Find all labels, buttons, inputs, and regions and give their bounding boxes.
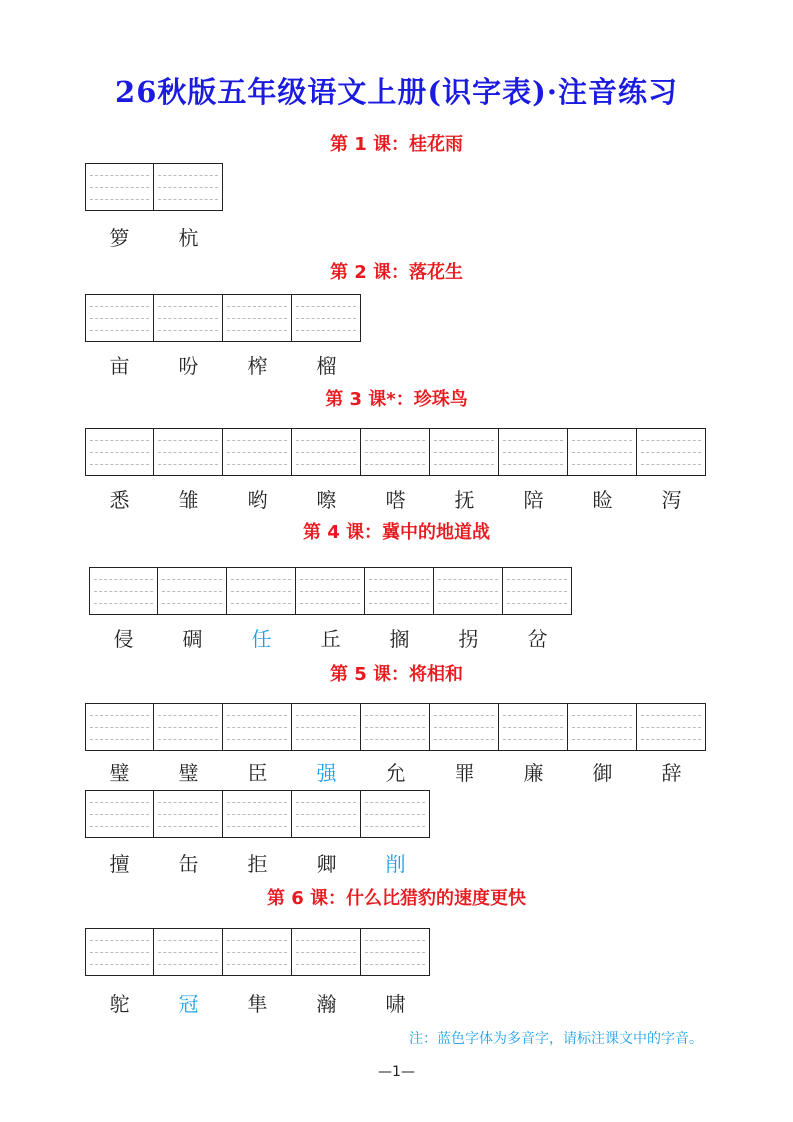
character: 雏 bbox=[178, 488, 199, 512]
guide-line bbox=[296, 727, 356, 728]
guide-line bbox=[365, 715, 425, 716]
character: 榴 bbox=[316, 354, 337, 378]
guide-line bbox=[158, 814, 218, 815]
guide-line bbox=[227, 452, 287, 453]
pinyin-writing-cell[interactable] bbox=[223, 428, 292, 476]
guide-line bbox=[227, 306, 287, 307]
guide-line bbox=[300, 579, 360, 580]
guide-line bbox=[434, 464, 494, 465]
character: 卿 bbox=[316, 852, 337, 876]
guide-line bbox=[641, 739, 701, 740]
character: 璧 bbox=[109, 761, 130, 785]
page-title: 26秋版五年级语文上册(识字表)·注音练习 bbox=[115, 75, 678, 109]
guide-line bbox=[296, 952, 356, 953]
guide-line bbox=[296, 940, 356, 941]
guide-line bbox=[503, 727, 563, 728]
character: 缶 bbox=[178, 852, 199, 876]
guide-line bbox=[227, 826, 287, 827]
guide-line bbox=[572, 452, 632, 453]
pinyin-writing-cell[interactable] bbox=[154, 163, 223, 211]
pinyin-writing-cell[interactable] bbox=[292, 790, 361, 838]
guide-line bbox=[434, 715, 494, 716]
pinyin-writing-cell[interactable] bbox=[430, 428, 499, 476]
guide-line bbox=[641, 440, 701, 441]
guide-line bbox=[158, 199, 218, 200]
character: 哟 bbox=[247, 488, 268, 512]
guide-line bbox=[365, 464, 425, 465]
character: 廉 bbox=[523, 761, 544, 785]
guide-line bbox=[90, 464, 149, 465]
guide-line bbox=[90, 318, 149, 319]
character: 鸵 bbox=[109, 992, 130, 1016]
guide-line bbox=[641, 727, 701, 728]
pinyin-writing-cell[interactable] bbox=[292, 428, 361, 476]
guide-line bbox=[365, 727, 425, 728]
pinyin-writing-cell[interactable] bbox=[434, 567, 503, 615]
guide-line bbox=[227, 964, 287, 965]
guide-line bbox=[90, 952, 149, 953]
guide-line bbox=[90, 814, 149, 815]
guide-line bbox=[90, 199, 149, 200]
guide-line bbox=[158, 175, 218, 176]
guide-line bbox=[434, 440, 494, 441]
character: 侵 bbox=[113, 627, 134, 651]
guide-line bbox=[572, 739, 632, 740]
pinyin-writing-cell[interactable] bbox=[85, 294, 154, 342]
character: 啸 bbox=[385, 992, 406, 1016]
guide-line bbox=[365, 452, 425, 453]
pinyin-writing-cell[interactable] bbox=[503, 567, 572, 615]
character: 拒 bbox=[247, 852, 268, 876]
pinyin-writing-cell[interactable] bbox=[292, 928, 361, 976]
guide-line bbox=[90, 715, 149, 716]
pinyin-writing-cell[interactable] bbox=[637, 703, 706, 751]
character: 允 bbox=[385, 761, 406, 785]
guide-line bbox=[365, 440, 425, 441]
guide-line bbox=[641, 464, 701, 465]
guide-line bbox=[158, 964, 218, 965]
guide-line bbox=[296, 826, 356, 827]
lesson-heading: 第 5 课：将相和 bbox=[329, 664, 464, 685]
guide-line bbox=[365, 814, 425, 815]
guide-line bbox=[90, 964, 149, 965]
pinyin-writing-cell[interactable] bbox=[154, 428, 223, 476]
guide-line bbox=[94, 579, 153, 580]
guide-line bbox=[90, 802, 149, 803]
character: 亩 bbox=[109, 354, 130, 378]
character: 擅 bbox=[109, 852, 130, 876]
pinyin-grid-row bbox=[85, 428, 706, 476]
guide-line bbox=[227, 330, 287, 331]
guide-line bbox=[94, 603, 153, 604]
pinyin-writing-cell[interactable] bbox=[223, 928, 292, 976]
guide-line bbox=[296, 739, 356, 740]
guide-line bbox=[503, 464, 563, 465]
pinyin-writing-cell[interactable] bbox=[361, 790, 430, 838]
guide-line bbox=[572, 440, 632, 441]
character: 臣 bbox=[247, 761, 268, 785]
guide-line bbox=[90, 826, 149, 827]
character: 吩 bbox=[178, 354, 199, 378]
guide-line bbox=[296, 464, 356, 465]
pinyin-writing-cell[interactable] bbox=[154, 703, 223, 751]
guide-line bbox=[90, 330, 149, 331]
guide-line bbox=[365, 952, 425, 953]
guide-line bbox=[365, 826, 425, 827]
character: 榨 bbox=[247, 354, 268, 378]
guide-line bbox=[296, 964, 356, 965]
guide-line bbox=[369, 579, 429, 580]
guide-line bbox=[434, 739, 494, 740]
pinyin-writing-cell[interactable] bbox=[292, 703, 361, 751]
character: 嗒 bbox=[385, 488, 406, 512]
guide-line bbox=[90, 440, 149, 441]
guide-line bbox=[503, 452, 563, 453]
guide-line bbox=[296, 802, 356, 803]
guide-line bbox=[90, 452, 149, 453]
guide-line bbox=[503, 715, 563, 716]
guide-line bbox=[227, 802, 287, 803]
character: 搁 bbox=[389, 627, 410, 651]
polyphonic-character: 冠 bbox=[178, 992, 199, 1016]
pinyin-writing-cell[interactable] bbox=[568, 703, 637, 751]
pinyin-writing-cell[interactable] bbox=[292, 294, 361, 342]
guide-line bbox=[90, 187, 149, 188]
guide-line bbox=[507, 579, 567, 580]
lesson-heading: 第 4 课：冀中的地道战 bbox=[302, 522, 491, 543]
character: 岔 bbox=[527, 627, 548, 651]
pinyin-grid-row bbox=[85, 928, 430, 976]
pinyin-writing-cell[interactable] bbox=[154, 790, 223, 838]
guide-line bbox=[90, 306, 149, 307]
character: 拐 bbox=[458, 627, 479, 651]
guide-line bbox=[158, 452, 218, 453]
pinyin-writing-cell[interactable] bbox=[223, 790, 292, 838]
guide-line bbox=[227, 440, 287, 441]
pinyin-writing-cell[interactable] bbox=[499, 703, 568, 751]
guide-line bbox=[158, 440, 218, 441]
guide-line bbox=[158, 739, 218, 740]
character: 杭 bbox=[178, 226, 199, 250]
guide-line bbox=[365, 739, 425, 740]
guide-line bbox=[158, 826, 218, 827]
character: 抚 bbox=[454, 488, 475, 512]
guide-line bbox=[158, 330, 218, 331]
guide-line bbox=[438, 603, 498, 604]
pinyin-writing-cell[interactable] bbox=[296, 567, 365, 615]
pinyin-grid-row bbox=[85, 790, 430, 838]
character: 嚓 bbox=[316, 488, 337, 512]
guide-line bbox=[641, 452, 701, 453]
pinyin-grid-row bbox=[85, 294, 361, 342]
character: 璧 bbox=[178, 761, 199, 785]
pinyin-grid-row bbox=[89, 567, 572, 615]
guide-line bbox=[158, 940, 218, 941]
guide-line bbox=[231, 591, 291, 592]
guide-line bbox=[90, 727, 149, 728]
guide-line bbox=[90, 739, 149, 740]
character: 辞 bbox=[661, 761, 682, 785]
guide-line bbox=[507, 591, 567, 592]
guide-line bbox=[438, 591, 498, 592]
note-text: 注：蓝色字体为多音字，请标注课文中的字音。 bbox=[409, 1031, 703, 1047]
guide-line bbox=[94, 591, 153, 592]
guide-line bbox=[162, 603, 222, 604]
lesson-heading: 第 6 课：什么比猎豹的速度更快 bbox=[266, 888, 527, 909]
guide-line bbox=[503, 739, 563, 740]
pinyin-writing-cell[interactable] bbox=[361, 928, 430, 976]
guide-line bbox=[365, 964, 425, 965]
guide-line bbox=[434, 452, 494, 453]
guide-line bbox=[227, 739, 287, 740]
guide-line bbox=[162, 591, 222, 592]
guide-line bbox=[296, 318, 356, 319]
guide-line bbox=[369, 591, 429, 592]
guide-line bbox=[158, 187, 218, 188]
guide-line bbox=[434, 727, 494, 728]
guide-line bbox=[90, 940, 149, 941]
guide-line bbox=[227, 814, 287, 815]
pinyin-writing-cell[interactable] bbox=[85, 928, 154, 976]
pinyin-writing-cell[interactable] bbox=[223, 703, 292, 751]
guide-line bbox=[365, 940, 425, 941]
pinyin-writing-cell[interactable] bbox=[158, 567, 227, 615]
character: 罪 bbox=[454, 761, 475, 785]
guide-line bbox=[231, 603, 291, 604]
guide-line bbox=[296, 814, 356, 815]
pinyin-writing-cell[interactable] bbox=[89, 567, 158, 615]
pinyin-writing-cell[interactable] bbox=[85, 790, 154, 838]
guide-line bbox=[227, 318, 287, 319]
pinyin-grid-row bbox=[85, 703, 706, 751]
pinyin-writing-cell[interactable] bbox=[365, 567, 434, 615]
lesson-heading: 第 2 课：落花生 bbox=[329, 262, 464, 283]
polyphonic-character: 强 bbox=[316, 761, 337, 785]
polyphonic-character: 任 bbox=[251, 627, 272, 651]
pinyin-writing-cell[interactable] bbox=[85, 163, 154, 211]
character: 悉 bbox=[109, 488, 130, 512]
guide-line bbox=[300, 603, 360, 604]
guide-line bbox=[158, 464, 218, 465]
guide-line bbox=[227, 464, 287, 465]
guide-line bbox=[503, 440, 563, 441]
guide-line bbox=[158, 952, 218, 953]
guide-line bbox=[300, 591, 360, 592]
guide-line bbox=[158, 306, 218, 307]
page-number: —1— bbox=[378, 1064, 415, 1080]
pinyin-writing-cell[interactable] bbox=[361, 703, 430, 751]
guide-line bbox=[572, 715, 632, 716]
character: 碉 bbox=[182, 627, 203, 651]
guide-line bbox=[227, 727, 287, 728]
guide-line bbox=[227, 940, 287, 941]
pinyin-writing-cell[interactable] bbox=[430, 703, 499, 751]
guide-line bbox=[296, 330, 356, 331]
guide-line bbox=[158, 715, 218, 716]
character: 陪 bbox=[523, 488, 544, 512]
guide-line bbox=[158, 802, 218, 803]
guide-line bbox=[572, 464, 632, 465]
character: 丘 bbox=[320, 627, 341, 651]
lesson-heading: 第 3 课*：珍珠鸟 bbox=[325, 389, 468, 410]
guide-line bbox=[369, 603, 429, 604]
lesson-heading: 第 1 课：桂花雨 bbox=[329, 134, 464, 155]
pinyin-writing-cell[interactable] bbox=[227, 567, 296, 615]
guide-line bbox=[231, 579, 291, 580]
guide-line bbox=[296, 715, 356, 716]
pinyin-writing-cell[interactable] bbox=[223, 294, 292, 342]
character: 睑 bbox=[592, 488, 613, 512]
pinyin-writing-cell[interactable] bbox=[154, 294, 223, 342]
character: 箩 bbox=[109, 226, 130, 250]
guide-line bbox=[365, 802, 425, 803]
pinyin-writing-cell[interactable] bbox=[361, 428, 430, 476]
guide-line bbox=[296, 306, 356, 307]
pinyin-writing-cell[interactable] bbox=[637, 428, 706, 476]
guide-line bbox=[296, 452, 356, 453]
guide-line bbox=[158, 318, 218, 319]
guide-line bbox=[227, 952, 287, 953]
pinyin-writing-cell[interactable] bbox=[154, 928, 223, 976]
pinyin-writing-cell[interactable] bbox=[85, 703, 154, 751]
polyphonic-character: 削 bbox=[385, 852, 406, 876]
pinyin-writing-cell[interactable] bbox=[85, 428, 154, 476]
character: 御 bbox=[592, 761, 613, 785]
pinyin-grid-row bbox=[85, 163, 223, 211]
character: 隼 bbox=[247, 992, 268, 1016]
guide-line bbox=[641, 715, 701, 716]
guide-line bbox=[227, 715, 287, 716]
guide-line bbox=[572, 727, 632, 728]
guide-line bbox=[162, 579, 222, 580]
pinyin-writing-cell[interactable] bbox=[568, 428, 637, 476]
guide-line bbox=[438, 579, 498, 580]
guide-line bbox=[507, 603, 567, 604]
guide-line bbox=[158, 727, 218, 728]
guide-line bbox=[296, 440, 356, 441]
character: 泻 bbox=[661, 488, 682, 512]
pinyin-writing-cell[interactable] bbox=[499, 428, 568, 476]
character: 瀚 bbox=[316, 992, 337, 1016]
guide-line bbox=[90, 175, 149, 176]
